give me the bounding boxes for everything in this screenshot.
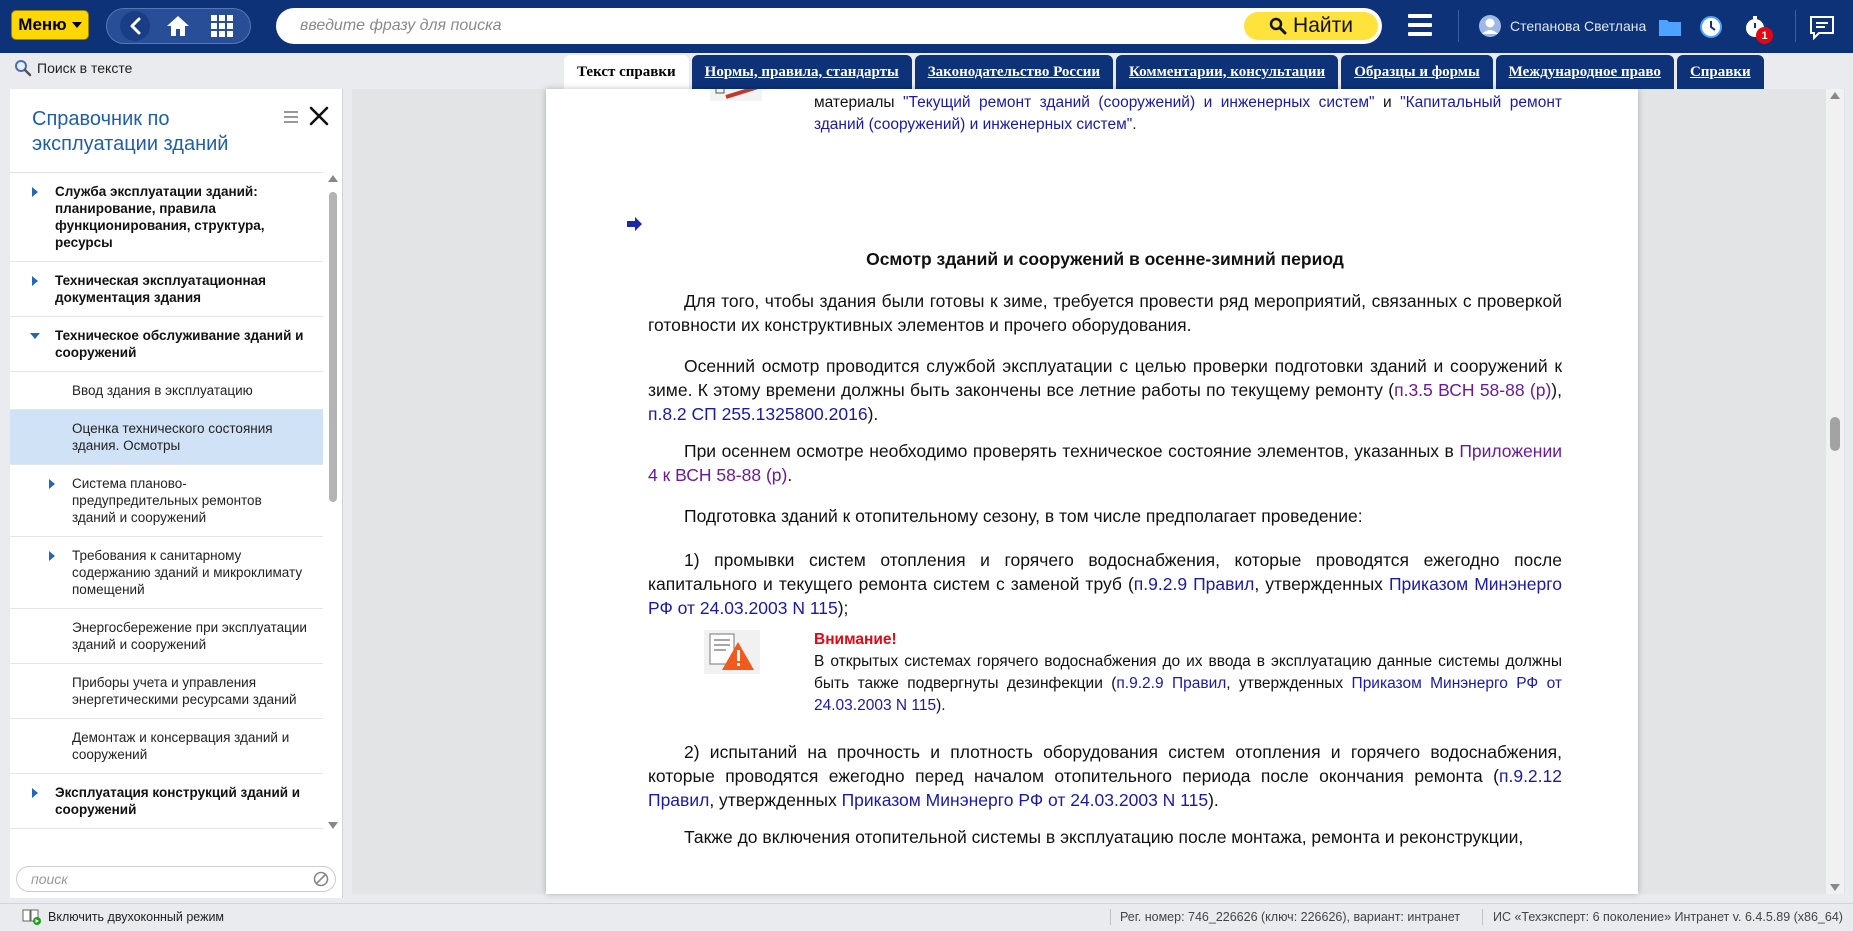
link-vsn-58-88[interactable]: п.3.5 ВСН 58-88 (р) <box>1394 380 1552 400</box>
tree-item-label: Эксплуатация конструкций зданий и сооружений <box>55 785 301 817</box>
warning-note <box>814 629 1562 717</box>
link-rules-9-2-12[interactable]: п.9.2.12 Правил <box>648 766 1562 810</box>
user-name: Степанова Светлана <box>1510 18 1647 34</box>
section-heading: Осмотр зданий и сооружений в осенне-зимний период <box>866 249 1344 269</box>
avatar-icon <box>1478 14 1502 38</box>
chevron-down-icon <box>72 22 82 28</box>
search-icon <box>1269 17 1287 35</box>
tab-norms-standards[interactable]: Нормы, правила, стандарты <box>692 55 912 89</box>
folder-button[interactable] <box>1656 13 1684 41</box>
paragraph: Для того, чтобы здания были готовы к зиме, требуется провести ряд мероприятий, связанных с проверкой готовности их конструктивных элементов и прочего оборудования. <box>648 291 1562 335</box>
toolbar-divider <box>1458 10 1459 42</box>
expand-arrow-icon[interactable] <box>32 187 38 197</box>
tab-comments-consultations[interactable]: Комментарии, консультации <box>1116 55 1338 89</box>
messages-button[interactable] <box>1808 13 1836 41</box>
find-button-label: Найти <box>1293 14 1353 37</box>
main-menu-icon[interactable] <box>1408 14 1432 36</box>
tree-item-label: Энергосбережение при эксплуатации зданий и сооружений <box>72 620 307 652</box>
scroll-down-icon[interactable] <box>1830 884 1840 891</box>
user-profile[interactable] <box>1478 12 1646 40</box>
tab-international-law[interactable]: Международное право <box>1496 55 1674 89</box>
link-current-repair[interactable]: "Текущий ремонт зданий (сооружений) и инженерных систем" <box>903 94 1375 111</box>
document-tabs <box>564 55 1767 89</box>
document-scrollbar[interactable] <box>1826 89 1844 894</box>
text-fragment: ), <box>1551 380 1562 400</box>
clear-search-icon[interactable] <box>313 871 329 887</box>
tree-item-structures[interactable] <box>10 774 323 829</box>
text-fragment: 2) испытаний на прочность и плотность оборудования систем отопления и горячего водоснабжения, которые проводятся ежегодно перед началом отопительного периода после окончания ремонта ( <box>648 742 1562 786</box>
tree-item-label: Приборы учета и управления энергетическими ресурсами зданий <box>72 675 297 707</box>
text-fragment: ). <box>1208 790 1219 810</box>
dual-window-toggle[interactable] <box>22 909 224 925</box>
text-fragment: и <box>1374 94 1401 111</box>
tree-item-sanitary[interactable] <box>10 537 323 609</box>
paragraph <box>648 439 1562 487</box>
tab-samples-forms[interactable]: Образцы и формы <box>1341 55 1492 89</box>
top-toolbar <box>0 0 1853 53</box>
paragraph: Также до включения отопительной системы в эксплуатацию после монтажа, ремонта и реконструкции, <box>684 827 1524 847</box>
tree-item-metering[interactable] <box>10 664 323 719</box>
text-fragment: , утвержденных <box>709 790 842 810</box>
home-icon <box>165 14 191 38</box>
collapse-arrow-icon[interactable] <box>30 333 40 339</box>
registration-info: Рег. номер: 746_226626 (ключ: 226626), вариант: интранет <box>1120 910 1461 924</box>
tree-item-label: Техническая эксплуатационная документация здания <box>55 273 267 305</box>
navigation-panel <box>10 89 343 898</box>
bookmark-arrow-icon[interactable] <box>627 217 643 231</box>
global-search-input[interactable] <box>300 8 1200 44</box>
tree-item-energy-saving[interactable] <box>10 609 323 664</box>
text-fragment: , утвержденных <box>1226 675 1352 692</box>
text-fragment: 1) промывки систем отопления и горячего водоснабжения, которые проводятся ежегодно после капитального и текущего ремонта систем с заменой труб ( <box>648 550 1562 594</box>
global-search-box <box>276 8 1382 44</box>
folder-icon <box>1658 17 1682 37</box>
text-fragment: . <box>787 465 793 485</box>
tree-item-repairs-system[interactable] <box>10 465 323 537</box>
document-toolbar <box>0 53 1853 89</box>
expand-arrow-icon[interactable] <box>32 276 38 286</box>
expand-arrow-icon[interactable] <box>49 551 55 561</box>
text-fragment: ); <box>837 598 849 618</box>
toolbar-divider <box>1795 10 1796 42</box>
link-order-115[interactable]: Приказом Минэнерго РФ от 24.03.2003 N 115 <box>648 574 1563 618</box>
grid-icon <box>211 15 233 37</box>
text-fragment: ). <box>867 404 879 424</box>
document-image-icon <box>710 89 770 105</box>
paragraph <box>648 740 1562 812</box>
text-fragment: Осенний осмотр проводится службой эксплуатации с целью проверки подготовки зданий и сооружений к зиме. К этому времени должны быть закончены все летние работы по текущему ремонту ( <box>648 356 1562 400</box>
apps-grid-button[interactable] <box>205 11 239 41</box>
menu-button-label: Меню <box>18 15 67 34</box>
tree-scrollbar[interactable] <box>326 172 340 832</box>
link-rules-9-2-9[interactable]: п.9.2.9 Правил <box>1133 574 1255 594</box>
dual-window-label: Включить двухоконный режим <box>48 910 225 924</box>
back-button[interactable] <box>118 11 152 41</box>
paragraph <box>648 354 1562 426</box>
link-order-115[interactable]: Приказом Минэнерго РФ от 24.03.2003 N 115 <box>841 790 1209 810</box>
paragraph <box>648 548 1562 620</box>
find-in-text-button[interactable] <box>14 59 132 77</box>
tree-item-label: Требования к санитарному содержанию зданий и микроклимату помещений <box>72 548 303 597</box>
status-divider <box>1482 909 1483 925</box>
related-materials-note <box>814 92 1562 136</box>
tree-item-service[interactable] <box>10 173 323 262</box>
status-bar <box>0 903 1853 931</box>
back-arrow-icon <box>120 11 150 41</box>
tree-item-label: Ввод здания в эксплуатацию <box>72 383 253 398</box>
tab-help-text[interactable]: Текст справки <box>564 55 689 89</box>
find-button[interactable] <box>1244 12 1378 40</box>
link-sp-255[interactable]: п.8.2 СП 255.1325800.2016 <box>648 404 868 424</box>
tree-item-label: Служба эксплуатации зданий: планирование, правила функционирования, структура, ресурсы <box>55 184 265 250</box>
tree-item-dismantling[interactable] <box>10 719 323 774</box>
link-appendix-4[interactable]: Приложении 4 к ВСН 58-88 (р) <box>648 441 1562 485</box>
warning-icon <box>704 630 760 674</box>
link-capital-repair[interactable]: "Капитальный ремонт зданий (сооружений) и инженерных систем" <box>814 94 1562 133</box>
panel-search-box <box>16 866 336 892</box>
link-order-115[interactable]: Приказом Минэнерго РФ от 24.03.2003 N 115 <box>814 675 1562 714</box>
navigation-group <box>106 8 251 44</box>
scroll-up-icon[interactable] <box>328 175 338 182</box>
dual-window-icon <box>22 909 42 925</box>
text-fragment: материалы <box>814 94 904 111</box>
tree-item-label: Техническое обслуживание зданий и сооружений <box>55 328 304 360</box>
scrollbar-thumb[interactable] <box>1830 417 1840 451</box>
text-fragment: В открытых системах горячего водоснабжения до их ввода в эксплуатацию данные системы должны быть также подвергнуты дезинфекции ( <box>814 653 1562 692</box>
document-area <box>352 89 1845 894</box>
paragraph: Подготовка зданий к отопительному сезону, в том числе предполагает проведение: <box>684 506 1363 526</box>
scroll-down-icon[interactable] <box>328 822 338 829</box>
tab-references[interactable]: Справки <box>1677 55 1764 89</box>
chat-icon <box>1809 14 1835 40</box>
text-fragment: . <box>1132 116 1137 133</box>
expand-arrow-icon[interactable] <box>32 788 38 798</box>
menu-button[interactable] <box>11 10 89 40</box>
tree-item-label: Демонтаж и консервация зданий и сооружений <box>72 730 290 762</box>
scrollbar-thumb[interactable] <box>329 192 337 502</box>
magnifier-icon <box>14 59 32 77</box>
scroll-up-icon[interactable] <box>1830 92 1840 99</box>
tree-item-label: Оценка технического состояния здания. Осмотры <box>72 421 273 453</box>
warning-title: Внимание! <box>814 631 897 648</box>
tree-item-condition-assessment[interactable] <box>10 410 323 465</box>
contents-tree <box>10 172 323 832</box>
tree-item-commissioning[interactable] <box>10 372 323 410</box>
text-fragment: , утвержденных <box>1254 574 1389 594</box>
panel-title: Справочник по эксплуатации зданий <box>32 108 229 155</box>
history-button[interactable] <box>1697 13 1725 41</box>
close-icon[interactable] <box>308 105 330 127</box>
find-in-text-label: Поиск в тексте <box>37 60 133 76</box>
panel-options-icon[interactable] <box>284 111 298 123</box>
status-divider <box>1110 909 1111 925</box>
tree-item-maintenance[interactable] <box>10 317 323 372</box>
link-rules-9-2-9[interactable]: п.9.2.9 Правил <box>1116 675 1227 692</box>
text-fragment: При осеннем осмотре необходимо проверять техническое состояние элементов, указанных в <box>684 441 1460 461</box>
notifications-button[interactable] <box>1742 13 1770 41</box>
notification-badge: 1 <box>1756 27 1773 44</box>
text-fragment: ). <box>936 697 946 714</box>
clock-icon <box>1699 15 1723 39</box>
home-button[interactable] <box>161 11 195 41</box>
tab-russian-legislation[interactable]: Законодательство России <box>915 55 1113 89</box>
expand-arrow-icon[interactable] <box>49 479 55 489</box>
panel-search-input[interactable] <box>31 867 301 891</box>
tree-item-documentation[interactable] <box>10 262 323 317</box>
version-info: ИС «Техэксперт: 6 поколение» Интранет v. 6.4.5.89 (x86_64) <box>1493 910 1843 924</box>
document-page <box>546 89 1638 894</box>
tree-item-label: Система планово-предупредительных ремонтов зданий и сооружений <box>72 476 262 525</box>
